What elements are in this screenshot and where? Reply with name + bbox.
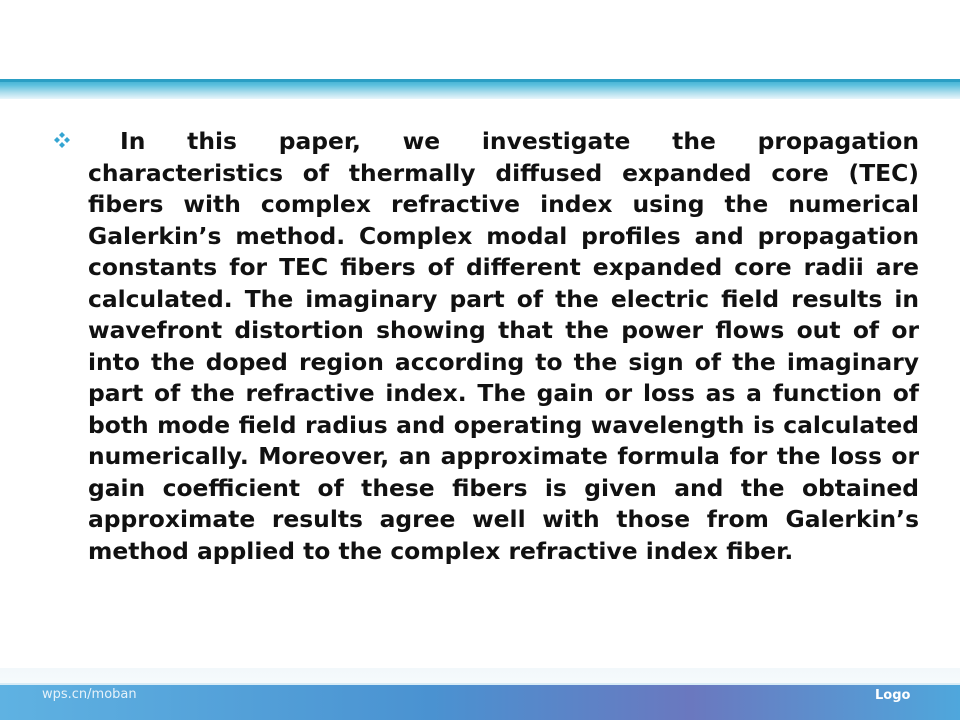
header-band bbox=[0, 79, 960, 99]
footer-highlight bbox=[0, 683, 960, 685]
footer-logo: Logo bbox=[875, 688, 911, 703]
four-diamond-bullet-icon bbox=[52, 130, 72, 150]
footer-bar bbox=[0, 683, 960, 720]
header-band-edge bbox=[0, 79, 960, 82]
footer-url: wps.cn/moban bbox=[42, 687, 137, 702]
slide-body-text: In this paper, we investigate the propagation characteristics of thermally diffused expanded core (TEC) fibers with complex refractive index using the numerical Galerkin’s method. Complex modal profiles and propagation constants for TEC fibers of different expanded core radii are calculated. The imaginary part of the electric field results in wavefront distortion showing that the power flows out of or into the doped region according to the sign of the imaginary part of the refractive index. The gain or loss as a function of both mode field radius and operating wavelength is calculated numerically. Moreover, an approximate formula for the loss or gain coefficient of these fibers is given and the obtained approximate results agree well with those from Galerkin’s method applied to the complex refractive index fiber. bbox=[88, 127, 919, 565]
